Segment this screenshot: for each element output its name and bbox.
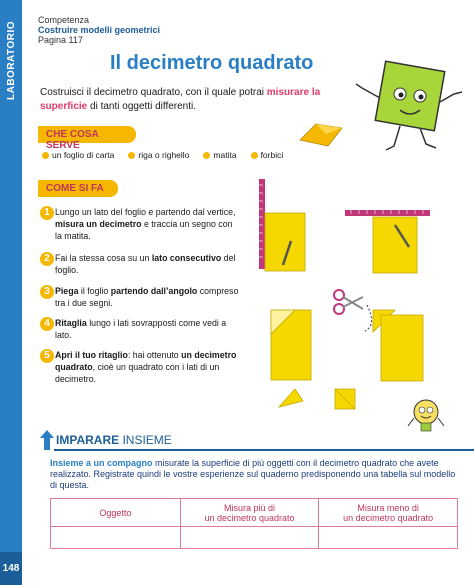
competence-topic: Costruire modelli geometrici xyxy=(38,25,161,35)
table-row xyxy=(51,527,458,549)
step-item: 2 Fai la stessa cosa su un lato consecutivo del foglio. xyxy=(40,252,240,276)
table-cell xyxy=(51,527,181,549)
table-header-cell: Misura più di un decimetro quadrato xyxy=(180,499,319,527)
step-item: 4 Ritaglia lungo i lati sovrapposti come vedi a lato. xyxy=(40,317,240,341)
step-item: 5 Apri il tuo ritaglio: hai ottenuto un decimetro quadrato, cioè un quadrato con i lati di un decimetro. xyxy=(40,349,240,385)
page-reference: Pagina 117 xyxy=(38,35,83,45)
lightbulb-mascot-illustration xyxy=(406,396,446,440)
square-mascot-illustration xyxy=(350,58,470,158)
divider xyxy=(54,449,474,451)
steps-heading: COME SI FA xyxy=(38,180,118,197)
materials-item: riga o righello xyxy=(128,150,189,160)
bullet-icon xyxy=(203,152,210,159)
table-header-cell: Oggetto xyxy=(51,499,181,527)
materials-item: forbici xyxy=(251,150,284,160)
step-item: 3 Piega il foglio partendo dall’angolo compreso tra i due segni. xyxy=(40,285,240,309)
imparare-title: IMPARARE INSIEME xyxy=(56,433,172,447)
step-item: 1 Lungo un lato del foglio e partendo dal vertice, misura un decimetro e traccia un segno con la matita. xyxy=(40,206,240,242)
step-illustrations xyxy=(255,175,445,415)
materials-item: matita xyxy=(203,150,236,160)
table-cell xyxy=(319,527,458,549)
table-header-row xyxy=(51,499,458,527)
competence-label: Competenza xyxy=(38,15,90,25)
competence-header xyxy=(38,15,160,45)
bullet-icon xyxy=(251,152,258,159)
bullet-icon xyxy=(42,152,49,159)
imparare-text: Insieme a un compagno misurate la superficie di più oggetti con il decimetro quadrato che avete realizzato. Registrate quindi le vostre esperienze sul quaderno predisponendo una tabella sul modello di questa. xyxy=(50,458,456,490)
materials-heading: CHE COSA SERVE xyxy=(38,126,136,143)
arrow-up-icon xyxy=(40,430,54,450)
materials-list xyxy=(42,150,283,160)
folded-paper-illustration xyxy=(298,118,348,148)
section-label: LABORATORIO xyxy=(5,20,17,100)
page-title: Il decimetro quadrato xyxy=(110,52,314,74)
page-number: 148 xyxy=(0,552,22,585)
intro-paragraph: Costruisci il decimetro quadrato, con il quale potrai misurare la superficie di tanti oggetti differenti. xyxy=(40,87,321,112)
bullet-icon xyxy=(128,152,135,159)
table-cell xyxy=(180,527,319,549)
record-table xyxy=(50,498,458,549)
table-header-cell: Misura meno di un decimetro quadrato xyxy=(319,499,458,527)
materials-item: un foglio di carta xyxy=(42,150,114,160)
